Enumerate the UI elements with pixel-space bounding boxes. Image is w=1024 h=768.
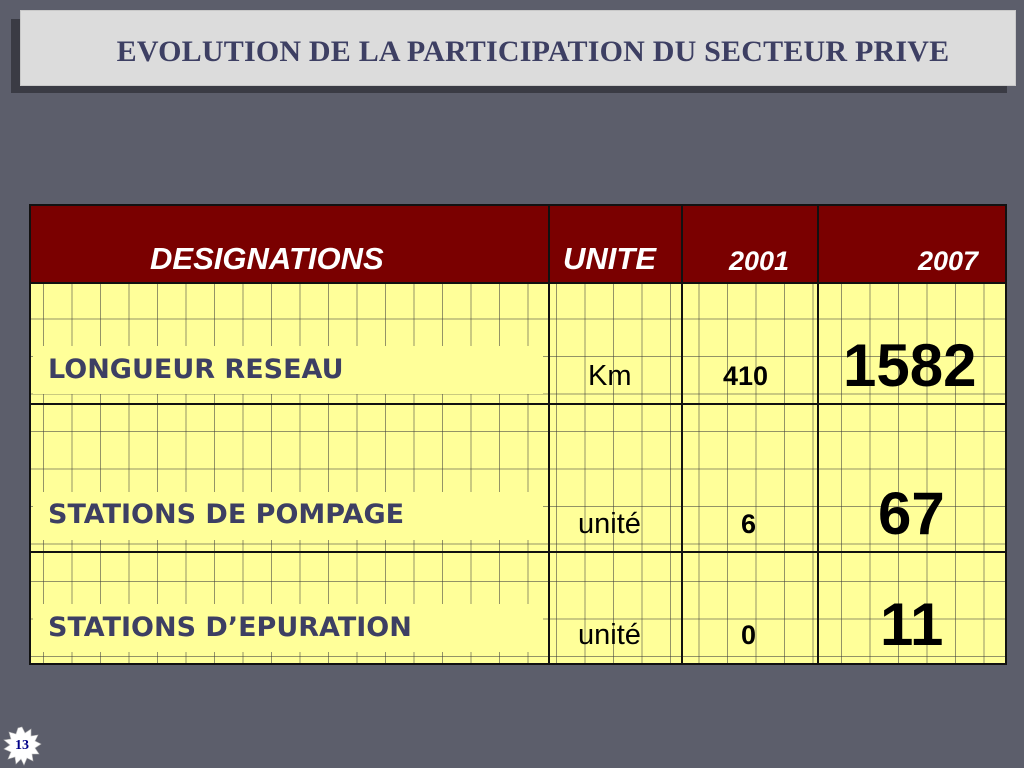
header-designations: DESIGNATIONS bbox=[150, 241, 384, 276]
row-divider bbox=[29, 551, 1007, 553]
row-value-2001: 6 bbox=[741, 509, 757, 539]
row-designation: LONGUEUR RESEAU bbox=[48, 354, 344, 385]
row-divider bbox=[29, 403, 1007, 405]
row-unit: unité bbox=[578, 619, 641, 651]
header-unite: UNITE bbox=[563, 241, 656, 276]
row-value-2001: 0 bbox=[741, 620, 757, 650]
row-value-2007: 11 bbox=[880, 591, 944, 658]
header-2007: 2007 bbox=[918, 246, 979, 276]
title-box bbox=[20, 10, 1016, 86]
row-value-2007: 67 bbox=[878, 480, 945, 547]
column-divider bbox=[681, 204, 683, 665]
row-designation: STATIONS D’EPURATION bbox=[48, 612, 412, 643]
row-value-2001: 410 bbox=[723, 361, 769, 391]
row-unit: unité bbox=[578, 508, 641, 540]
header-2001: 2001 bbox=[729, 246, 790, 276]
row-unit: Km bbox=[588, 360, 632, 392]
row-designation: STATIONS DE POMPAGE bbox=[48, 499, 405, 530]
row-value-2007: 1582 bbox=[843, 332, 977, 399]
page-number: 13 bbox=[15, 738, 29, 753]
slide-title: EVOLUTION DE LA PARTICIPATION DU SECTEUR PRIVE bbox=[116, 35, 950, 68]
column-divider bbox=[817, 204, 819, 665]
column-divider bbox=[548, 204, 550, 665]
